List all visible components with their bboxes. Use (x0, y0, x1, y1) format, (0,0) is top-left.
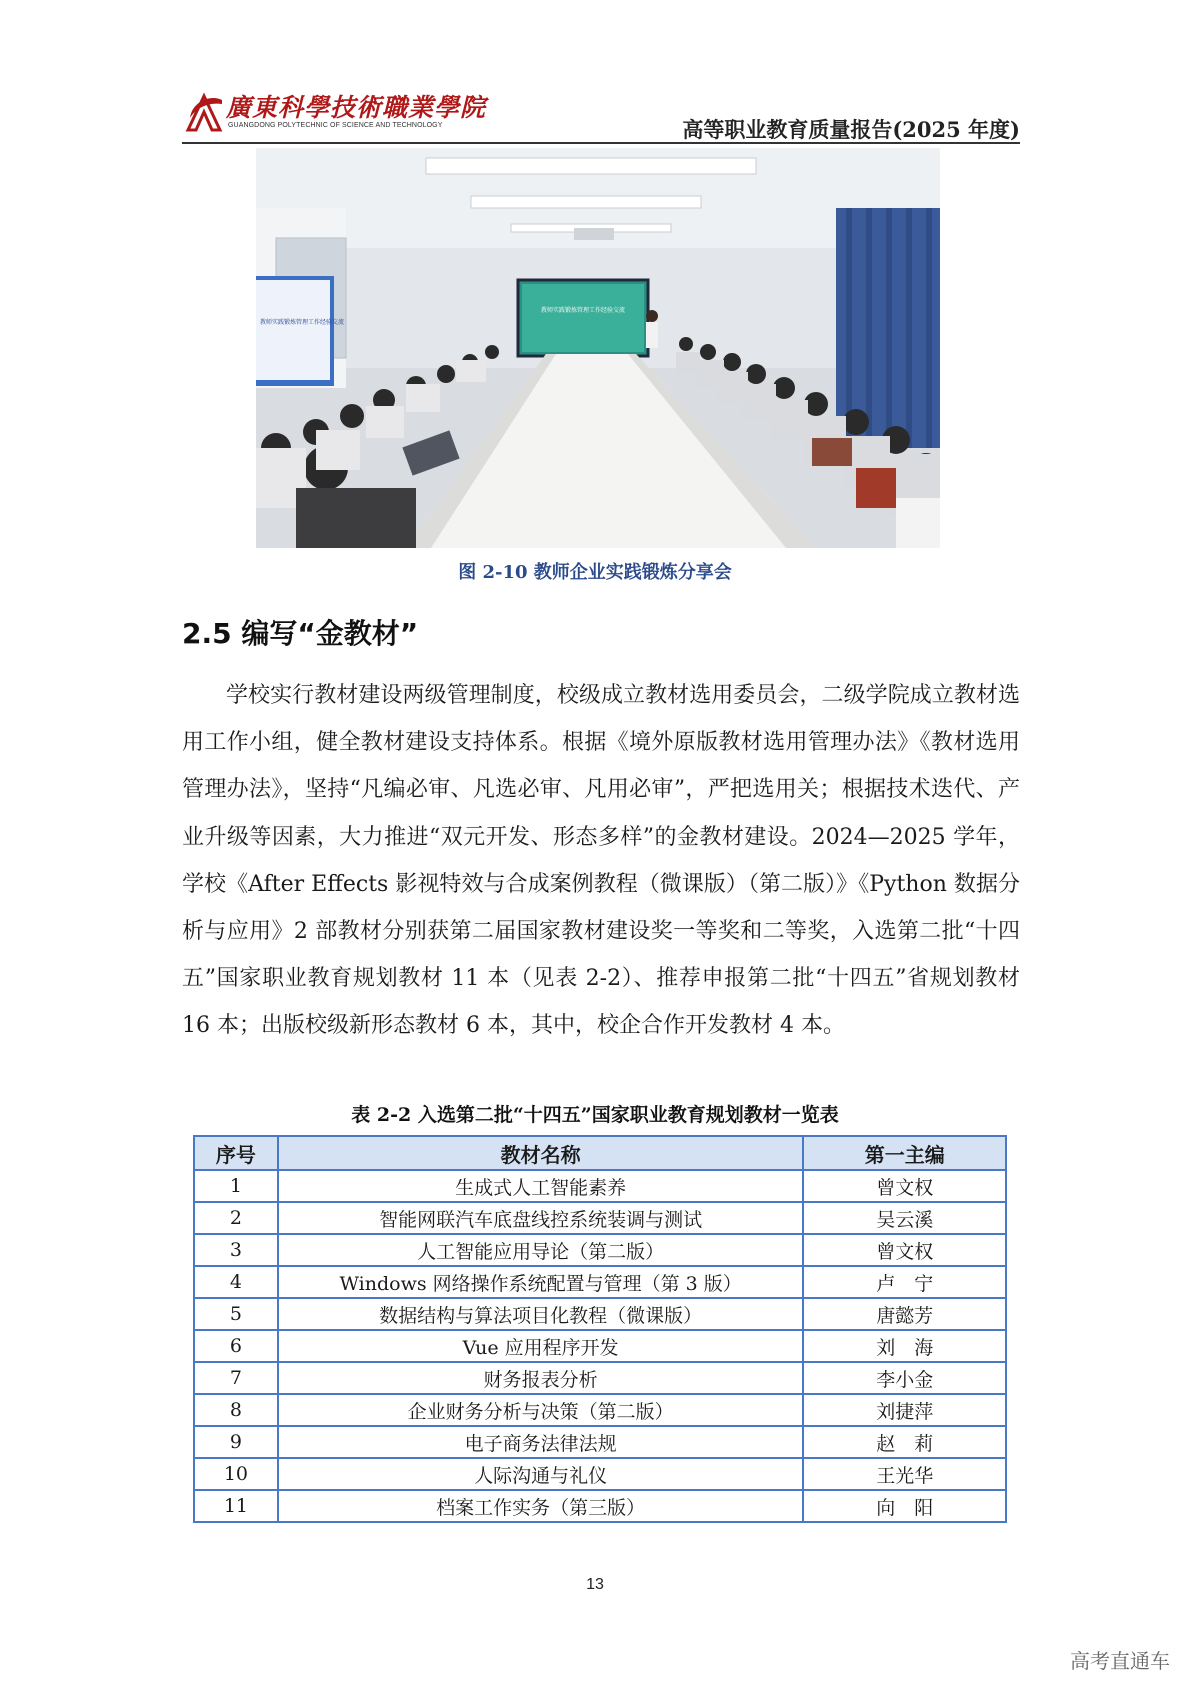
table-header-row (194, 1136, 1006, 1170)
report-title: 高等职业教育质量报告(2025 年度) (682, 117, 1020, 142)
table-row (194, 1330, 1006, 1362)
column-header-index: 序号 (194, 1136, 278, 1170)
row-editor: 刘捷萍 (803, 1394, 1006, 1426)
row-title: 财务报表分析 (278, 1362, 804, 1394)
row-index: 5 (194, 1298, 278, 1330)
row-index: 4 (194, 1266, 278, 1298)
row-editor: 刘 海 (803, 1330, 1006, 1362)
row-title: 电子商务法律法规 (278, 1426, 804, 1458)
column-header-title: 教材名称 (278, 1136, 804, 1170)
college-logo (182, 88, 487, 140)
table-row (194, 1234, 1006, 1266)
row-editor: 曾文权 (803, 1234, 1006, 1266)
row-index: 7 (194, 1362, 278, 1394)
row-title: 人工智能应用导论（第二版） (278, 1234, 804, 1266)
header-divider (182, 142, 1020, 144)
table-title: 表 2-2 入选第二批“十四五”国家职业教育规划教材一览表 (351, 1104, 839, 1126)
logo-english-name: GUANGDONG POLYTECHNIC OF SCIENCE AND TECHNOLOGY (228, 122, 443, 129)
college-emblem-icon (182, 92, 226, 136)
table-row (194, 1266, 1006, 1298)
side-screen-text: 教师实践锻炼管理工作经验交流 (260, 319, 345, 326)
section-heading: 2.5 编写“金教材” (182, 617, 419, 650)
page-header (182, 84, 1020, 146)
seminar-photo (256, 148, 940, 548)
figure-caption: 图 2-10 教师企业实践锻炼分享会 (458, 562, 732, 583)
table-row (194, 1298, 1006, 1330)
page-number: 13 (586, 1576, 604, 1593)
watermark-text: 高考直通车 (1070, 1649, 1170, 1673)
row-title: 档案工作实务（第三版） (278, 1490, 804, 1522)
row-index: 1 (194, 1170, 278, 1202)
row-index: 9 (194, 1426, 278, 1458)
row-index: 2 (194, 1202, 278, 1234)
row-title: 数据结构与算法项目化教程（微课版） (278, 1298, 804, 1330)
row-editor: 唐懿芳 (803, 1298, 1006, 1330)
row-index: 11 (194, 1490, 278, 1522)
table-row (194, 1394, 1006, 1426)
row-editor: 李小金 (803, 1362, 1006, 1394)
row-index: 10 (194, 1458, 278, 1490)
main-screen-text: 教师实践锻炼管理工作经验交流 (540, 307, 626, 314)
row-index: 6 (194, 1330, 278, 1362)
table-row (194, 1426, 1006, 1458)
row-title: 企业财务分析与决策（第二版） (278, 1394, 804, 1426)
table-row (194, 1362, 1006, 1394)
table-row (194, 1202, 1006, 1234)
logo-chinese-name: 廣東科學技術職業學院 (226, 93, 487, 122)
row-editor: 卢 宁 (803, 1266, 1006, 1298)
body-paragraph: 学校实行教材建设两级管理制度，校级成立教材选用委员会，二级学院成立教材选用工作小组，健全教材建设支持体系。根据《境外原版教材选用管理办法》《教材选用管理办法》，坚持“凡编必审、凡选必审、凡用必审”，严把选用关；根据技术迭代、产业升级等因素，大力推进“双元开发、形态多样”的金教材建设。2024—2025 学年，学校《After Effects 影视特效与合成案例教程（微课版）（第二版）》《Python 数据分析与应用》2 部教材分别获第二届国家教材建设奖一等奖和二等奖，入选第二批“十四五”国家职业教育规划教材 11 本（见表 2-2）、推荐申报第二批“十四五”省规划教材 16 本；出版校级新形态教材 6 本，其中，校企合作开发教材 4 本。 (182, 683, 1020, 1039)
textbook-table (193, 1135, 1007, 1523)
row-editor: 向 阳 (803, 1490, 1006, 1522)
row-index: 8 (194, 1394, 278, 1426)
table-row (194, 1458, 1006, 1490)
row-title: 智能网联汽车底盘线控系统装调与测试 (278, 1202, 804, 1234)
row-title: Windows 网络操作系统配置与管理（第 3 版） (278, 1266, 804, 1298)
table-row (194, 1170, 1006, 1202)
row-title: 生成式人工智能素养 (278, 1170, 804, 1202)
row-editor: 曾文权 (803, 1170, 1006, 1202)
row-title: 人际沟通与礼仪 (278, 1458, 804, 1490)
column-header-editor: 第一主编 (803, 1136, 1006, 1170)
row-index: 3 (194, 1234, 278, 1266)
row-editor: 赵 莉 (803, 1426, 1006, 1458)
row-editor: 王光华 (803, 1458, 1006, 1490)
table-row (194, 1490, 1006, 1522)
row-editor: 吴云溪 (803, 1202, 1006, 1234)
row-title: Vue 应用程序开发 (278, 1330, 804, 1362)
